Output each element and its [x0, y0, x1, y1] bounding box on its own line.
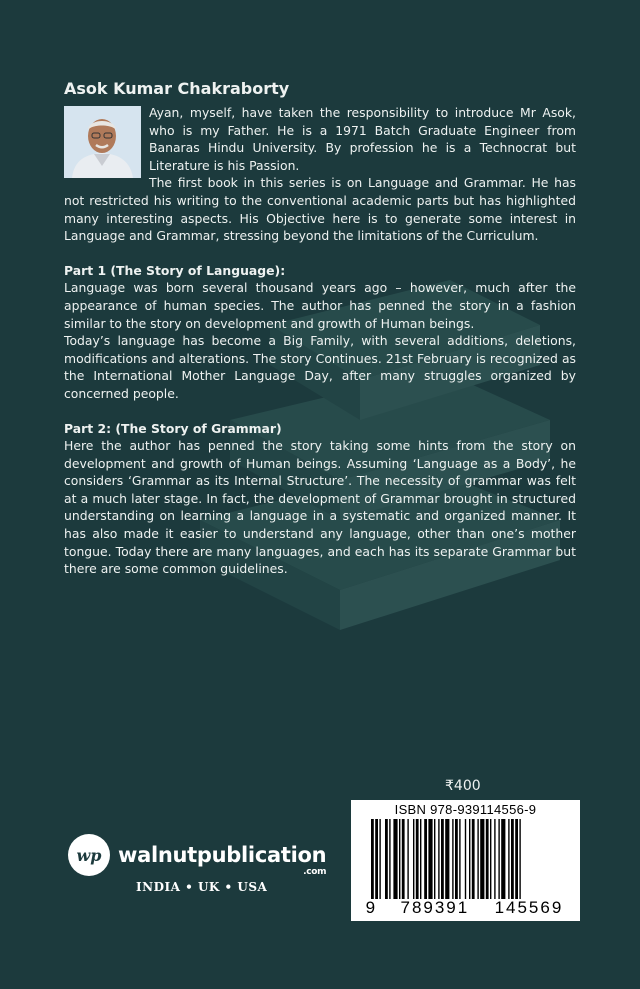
- isbn-digit-lead: 9: [365, 898, 376, 917]
- price-label: ₹400: [445, 778, 481, 794]
- barcode-bar: [455, 819, 458, 899]
- barcode-bar: [413, 819, 414, 899]
- barcode-bar: [402, 819, 405, 899]
- author-intro-text: Ayan, myself, have taken the responsibility to introduce Mr Asok, who is my Father. He is a 1971 Batch Graduate Engineer from Banaras Hindu University. By profession he is a Technocrat but Literature is his Passion.: [149, 105, 576, 173]
- part2-heading: Part 2: (The Story of Grammar): [64, 420, 282, 436]
- barcode-bar: [511, 819, 514, 899]
- publisher-regions: INDIA • UK • USA: [136, 880, 268, 894]
- barcode-bar: [472, 819, 475, 899]
- barcode-bar: [416, 819, 419, 899]
- barcode-bar: [445, 819, 449, 899]
- barcode-bar: [399, 819, 400, 899]
- part1-paragraph-1: Language was born several thousand years ago – however, much after the appearance of human species. The author has penned the story in a fashion similar to the story on development and growth of Human beings.: [64, 280, 576, 331]
- barcode-bar: [371, 819, 374, 899]
- publisher-domain-suffix: .com: [303, 867, 327, 877]
- barcode-bar: [438, 819, 439, 899]
- barcode-bar: [441, 819, 444, 899]
- barcode-bars: [371, 819, 571, 899]
- barcode-bar: [393, 819, 397, 899]
- barcode-bar: [490, 819, 491, 899]
- barcode-bar: [420, 819, 421, 899]
- barcode-bar: [424, 819, 427, 899]
- isbn-digit-group-2: 145569: [494, 898, 564, 917]
- barcode-bar: [375, 819, 378, 899]
- isbn-digits: [351, 898, 580, 918]
- barcode-bar: [498, 819, 499, 899]
- barcode-bar: [434, 819, 435, 899]
- barcode-bar: [515, 819, 518, 899]
- part2-paragraph: Here the author has penned the story taking some hints from the story on development and growth of Human beings. Assuming ‘Language as a Body’, he considers ‘Grammar as its Internal Structure’. The necessity of grammar was felt at a much later stage. In fact, the development of Grammar brought in structured understanding on learning a language in a systematic and organized manner. It has also made it easier to understand any language, other than one’s mother tongue. Today there are many languages, and each has its separate Grammar but there are some common guidelines.: [64, 438, 576, 577]
- barcode-bar: [407, 819, 408, 899]
- barcode-bar: [452, 819, 453, 899]
- isbn-label: ISBN 978-939114556-9: [394, 802, 537, 817]
- isbn-digit-group-1: 789391: [400, 898, 470, 917]
- author-name: Asok Kumar Chakraborty: [64, 79, 290, 98]
- barcode-bar: [389, 819, 390, 899]
- part1-paragraph-2: Today’s language has become a Big Family, with several additions, deletions, modifications and alterations. The story Continues. 21st February is recognized as the International Mother Language Day, after many struggles organized by concerned people.: [64, 333, 576, 401]
- barcode-bar: [480, 819, 484, 899]
- barcode-bar: [379, 819, 380, 899]
- back-cover-text: [64, 78, 576, 578]
- series-paragraph: The first book in this series is on Language and Grammar. He has not restricted his writing to the conventional academic parts but has highlighted many interesting aspects. His Objective here is to generate some interest in Language and Grammar, stressing beyond the limitations of the Curriculum.: [64, 175, 576, 244]
- publisher-name: walnutpublication .com: [118, 843, 327, 877]
- barcode-bar: [385, 819, 388, 899]
- publisher-logo: [68, 834, 326, 876]
- isbn-barcode: [351, 800, 580, 921]
- author-intro-block: [64, 104, 576, 174]
- barcode-bar: [459, 819, 460, 899]
- barcode-bar: [508, 819, 509, 899]
- part1-heading: Part 1 (The Story of Language):: [64, 262, 286, 278]
- barcode-bar: [477, 819, 478, 899]
- barcode-bar: [486, 819, 489, 899]
- barcode-bar: [428, 819, 432, 899]
- barcode-bar: [501, 819, 505, 899]
- author-portrait: [64, 106, 141, 178]
- barcode-bar: [519, 819, 520, 899]
- barcode-bar: [494, 819, 495, 899]
- walnut-logo-icon: wp: [68, 834, 110, 876]
- barcode-bar: [469, 819, 470, 899]
- barcode-bar: [465, 819, 466, 899]
